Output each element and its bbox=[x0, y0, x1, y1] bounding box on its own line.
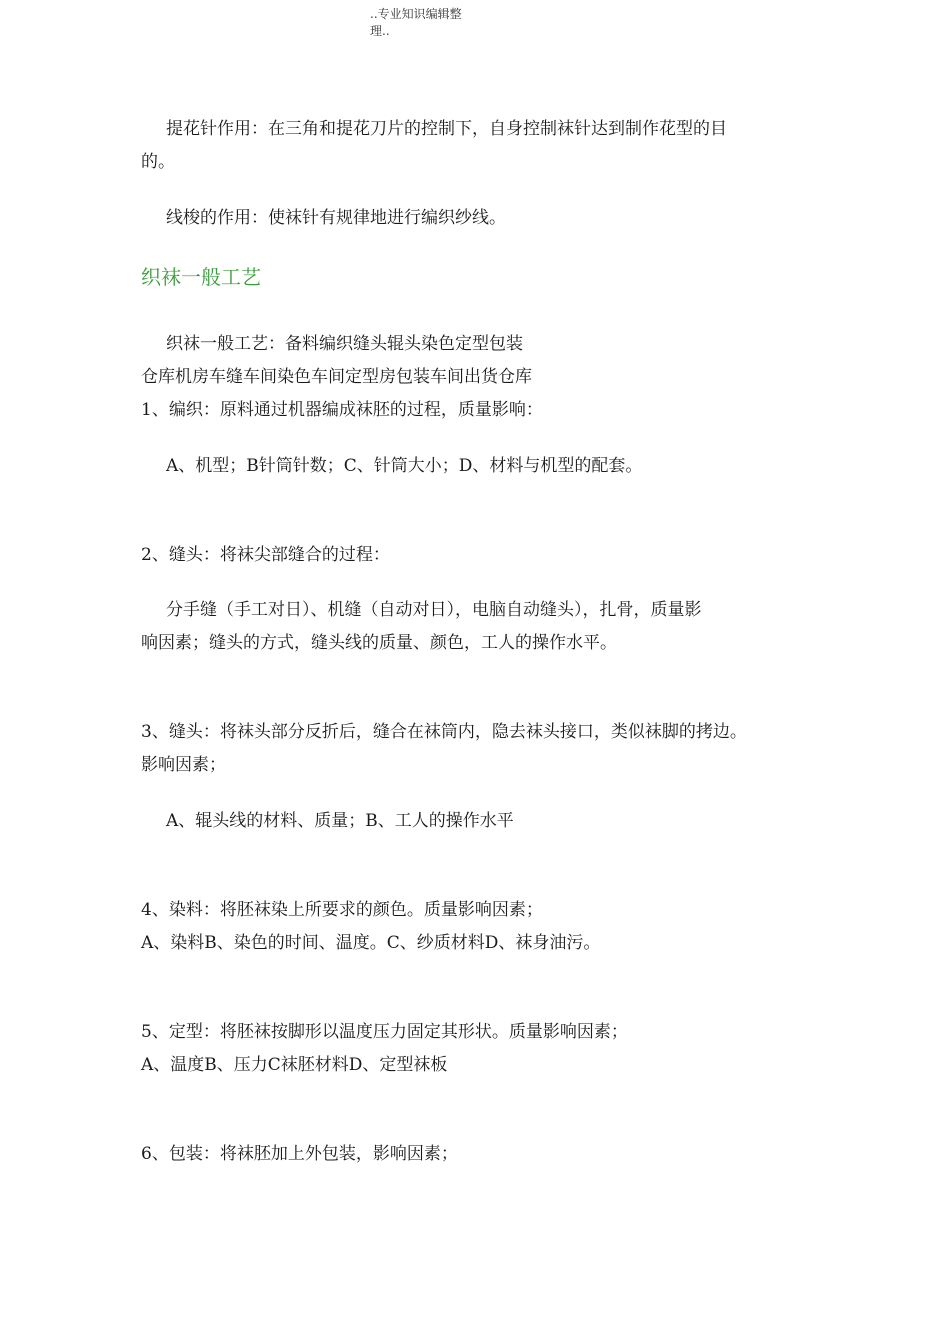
step-2-body-line-1: 分手缝（手工对日）、机缝（自动对日），电脑自动缝头），扎骨，质量影 bbox=[166, 600, 702, 620]
step-2-body-line-2: 响因素；缝头的方式，缝头线的质量、颜色，工人的操作水平。 bbox=[141, 633, 617, 653]
paragraph-yarn-shuttle: 线梭的作用：使袜针有规律地进行编织纱线。 bbox=[166, 208, 506, 228]
step-3-body: A、辊头线的材料、质量；B、工人的操作水平 bbox=[166, 811, 514, 831]
section-heading: 织袜一般工艺 bbox=[141, 265, 261, 289]
header-text-line-2: 理.. bbox=[370, 24, 390, 38]
header-text-line-1: ..专业知识编辑整 bbox=[370, 7, 462, 21]
paragraph-jacquard-needle-cont: 的。 bbox=[141, 152, 175, 172]
step-4-title: 4、染料：将胚袜染上所要求的颜色。质量影响因素； bbox=[141, 900, 543, 920]
step-1-body: A、机型；B针筒针数；C、针筒大小；D、材料与机型的配套。 bbox=[166, 456, 643, 476]
step-1-title: 1、编织：原料通过机器编成袜胚的过程，质量影响： bbox=[141, 400, 543, 420]
paragraph-process-locations: 仓库机房车缝车间染色车间定型房包装车间出货仓库 bbox=[141, 367, 532, 387]
paragraph-jacquard-needle: 提花针作用：在三角和提花刀片的控制下，自身控制袜针达到制作花型的目 bbox=[166, 119, 727, 139]
step-2-title: 2、缝头：将袜尖部缝合的过程： bbox=[141, 545, 390, 565]
step-5-body: A、温度B、压力C袜胚材料D、定型袜板 bbox=[141, 1055, 448, 1075]
step-5-title: 5、定型：将胚袜按脚形以温度压力固定其形状。质量影响因素； bbox=[141, 1022, 628, 1042]
paragraph-process-overview: 织袜一般工艺：备料编织缝头辊头染色定型包装 bbox=[166, 334, 523, 354]
step-4-body: A、染料B、染色的时间、温度。C、纱质材料D、袜身油污。 bbox=[141, 933, 601, 953]
step-6-title: 6、包装：将袜胚加上外包装，影响因素； bbox=[141, 1144, 458, 1164]
step-3-title-line-1: 3、缝头：将袜头部分反折后，缝合在袜筒内，隐去袜头接口，类似袜脚的拷边。 bbox=[141, 722, 747, 742]
step-3-title-line-2: 影响因素； bbox=[141, 755, 226, 775]
